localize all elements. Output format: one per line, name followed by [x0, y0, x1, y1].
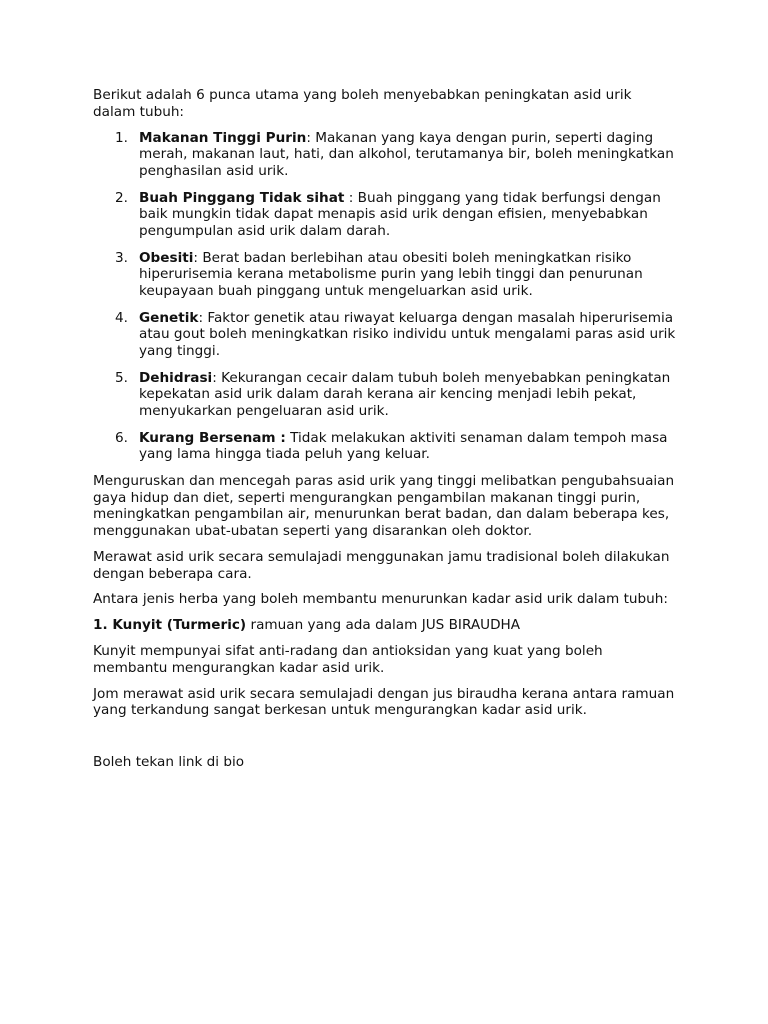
list-term: Dehidrasi — [139, 369, 213, 386]
causes-list — [93, 130, 678, 464]
list-item — [115, 129, 678, 180]
list-item — [115, 429, 678, 464]
management-paragraph: Menguruskan dan mencegah paras asid urik yang tinggi melibatkan pengubahsuaian gaya hidup dan diet, seperti mengurangkan pengambilan makanan tinggi purin, meningkatkan pengambilan air, menurunkan berat badan, dan dalam beberapa kes, menggunakan ubat-ubatan seperti yang disarankan oleh doktor. — [93, 472, 675, 540]
biraudha-paragraph: Jom merawat asid urik secara semulajadi dengan jus biraudha kerana antara ramuan yang terkandung sangat berkesan untuk mengurangkan kadar asid urik. — [93, 685, 675, 719]
spacer — [93, 728, 678, 754]
list-term: Makanan Tinggi Purin — [139, 129, 307, 146]
document-page — [93, 87, 678, 780]
list-number: 2. — [115, 189, 128, 206]
list-number: 4. — [115, 309, 128, 326]
turmeric-paragraph: Kunyit mempunyai sifat anti-radang dan antioksidan yang kuat yang boleh membantu mengurangkan kadar asid urik. — [93, 643, 603, 676]
list-number: 3. — [115, 249, 128, 266]
list-number: 5. — [115, 369, 128, 386]
list-item — [115, 249, 678, 300]
list-term: Kurang Bersenam : — [139, 429, 286, 446]
list-text: : Buah pinggang yang tidak berfungsi dengan baik mungkin tidak dapat menapis asid urik dengan efisien, menyebabkan pengumpulan asid urik dalam darah. — [139, 189, 661, 240]
list-text: : Faktor genetik atau riwayat keluarga dengan masalah hiperurisemia atau gout boleh meningkatkan risiko individu untuk mengalami paras asid urik yang tinggi. — [139, 309, 676, 360]
list-text: : Kekurangan cecair dalam tubuh boleh menyebabkan peningkatan kepekatan asid urik dalam darah kerana air kencing menjadi lebih pekat, menyukarkan pengeluaran asid urik. — [139, 369, 671, 420]
list-text: Tidak melakukan aktiviti senaman dalam tempoh masa yang lama hingga tiada peluh yang keluar. — [139, 429, 668, 463]
list-text: : Makanan yang kaya dengan purin, seperti daging merah, makanan laut, hati, dan alkohol, terutamanya bir, boleh meningkatkan penghasilan asid urik. — [139, 129, 674, 180]
list-item — [115, 309, 678, 360]
natural-treatment-paragraph: Merawat asid urik secara semulajadi menggunakan jamu tradisional boleh dilakukan dengan beberapa cara. — [93, 548, 670, 582]
herb-title: 1. Kunyit (Turmeric) — [93, 617, 247, 634]
list-item — [115, 189, 678, 240]
herbs-intro-paragraph: Antara jenis herba yang boleh membantu menurunkan kadar asid urik dalam tubuh: — [93, 591, 668, 608]
list-text: : Berat badan berlebihan atau obesiti boleh meningkatkan risiko hiperurisemia kerana metabolisme purin yang lebih tinggi dan penurunan keupayaan buah pinggang untuk mengeluarkan asid urik. — [139, 249, 643, 300]
herb-heading — [93, 617, 678, 634]
list-number: 6. — [115, 429, 128, 446]
list-term: Genetik — [139, 309, 199, 326]
herb-rest: ramuan yang ada dalam JUS BIRAUDHA — [246, 617, 521, 634]
intro-paragraph: Berikut adalah 6 punca utama yang boleh menyebabkan peningkatan asid urik dalam tubuh: — [93, 87, 632, 120]
list-term: Buah Pinggang Tidak sihat — [139, 189, 345, 206]
list-item — [115, 369, 678, 420]
footer-text: Boleh tekan link di bio — [93, 754, 245, 771]
list-term: Obesiti — [139, 249, 194, 266]
list-number: 1. — [115, 129, 128, 146]
